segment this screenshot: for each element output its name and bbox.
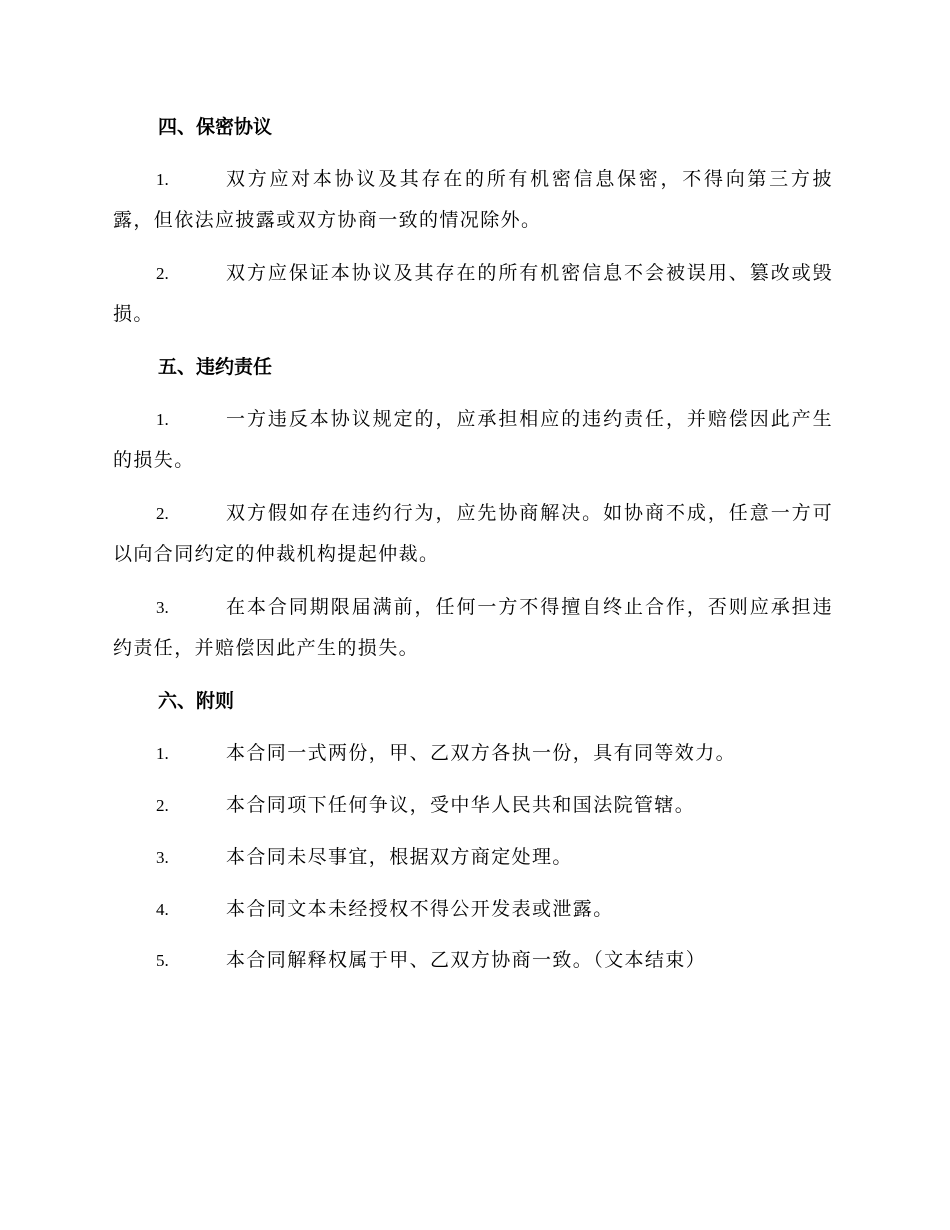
section-heading-supplementary: 六、附则	[158, 690, 235, 712]
clause-supplementary-2	[113, 785, 833, 826]
clause-number: 1.	[156, 744, 169, 763]
clause-number: 1.	[156, 410, 169, 429]
clause-number: 3.	[156, 848, 169, 867]
clause-supplementary-1	[113, 733, 833, 774]
clause-text: 本合同一式两份，甲、乙双方各执一份，具有同等效力。	[226, 742, 737, 764]
clause-text: 本合同未尽事宜，根据双方商定处理。	[226, 846, 573, 868]
clause-text: 一方违反本协议规定的，应承担相应的违约责任，并赔偿因此产生的损失。	[113, 408, 833, 471]
clause-number: 2.	[156, 504, 169, 523]
section-heading-breach-liability: 五、违约责任	[158, 356, 273, 378]
clause-number: 5.	[156, 951, 169, 970]
clause-supplementary-4	[113, 889, 833, 930]
clause-breach-1	[113, 399, 833, 481]
clause-text: 本合同解释权属于甲、乙双方协商一致。（文本结束）	[226, 949, 707, 971]
clause-supplementary-3	[113, 837, 833, 878]
clause-breach-2	[113, 493, 833, 575]
clause-text: 本合同文本未经授权不得公开发表或泄露。	[226, 898, 614, 920]
clause-confidentiality-1	[113, 159, 833, 241]
section-heading-confidentiality: 四、保密协议	[158, 116, 273, 138]
clause-text: 双方假如存在违约行为，应先协商解决。如协商不成，任意一方可以向合同约定的仲裁机构提起仲裁。	[113, 502, 833, 565]
clause-text: 本合同项下任何争议，受中华人民共和国法院管辖。	[226, 794, 696, 816]
clause-number: 4.	[156, 900, 169, 919]
clause-number: 2.	[156, 796, 169, 815]
clause-breach-3	[113, 587, 833, 669]
clause-text: 在本合同期限届满前，任何一方不得擅自终止合作，否则应承担违约责任，并赔偿因此产生的损失。	[113, 596, 833, 659]
clause-number: 1.	[156, 170, 169, 189]
clause-number: 3.	[156, 598, 169, 617]
clause-supplementary-5	[113, 940, 833, 981]
clause-confidentiality-2	[113, 253, 833, 335]
clause-text: 双方应对本协议及其存在的所有机密信息保密，不得向第三方披露，但依法应披露或双方协商一致的情况除外。	[113, 168, 833, 231]
clause-text: 双方应保证本协议及其存在的所有机密信息不会被误用、篡改或毁损。	[113, 262, 833, 325]
clause-number: 2.	[156, 264, 169, 283]
